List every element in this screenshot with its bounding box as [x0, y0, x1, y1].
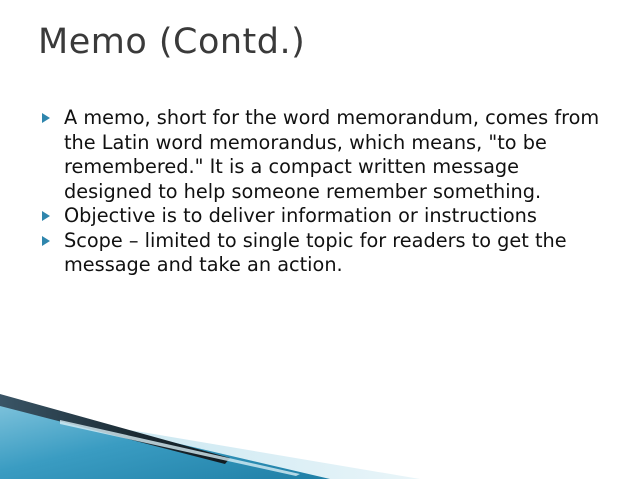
triangle-bullet-icon: [42, 113, 50, 123]
triangle-bullet-icon: [42, 236, 50, 246]
bullet-item: [42, 229, 602, 278]
slide-title: Memo (Contd.): [38, 22, 306, 62]
bullet-text: Scope – limited to single topic for readers to get the message and take an action.: [64, 228, 567, 276]
decorative-swoosh: [0, 380, 638, 479]
bullet-list: [42, 106, 602, 278]
bullet-text: Objective is to deliver information or instructions: [64, 204, 537, 227]
bullet-item: [42, 106, 602, 204]
bullet-item: [42, 204, 602, 229]
bullet-text: A memo, short for the word memorandum, comes from the Latin word memorandus, which means, "to be remembered." It is a compact written message designed to help someone remember something.: [64, 106, 600, 203]
triangle-bullet-icon: [42, 211, 50, 221]
